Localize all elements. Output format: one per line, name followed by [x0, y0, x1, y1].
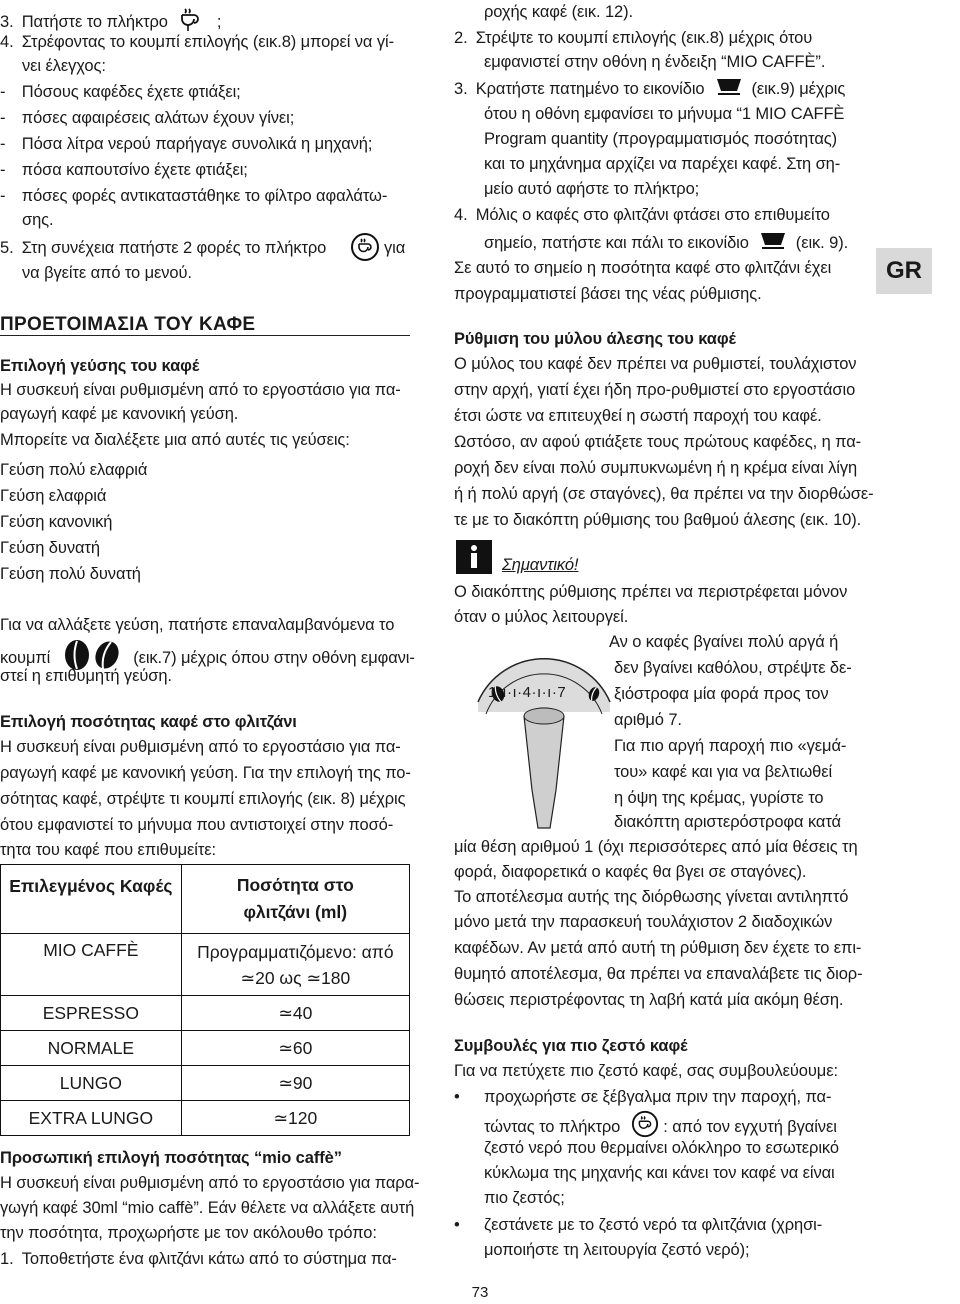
table-cell: NORMALE — [1, 1031, 182, 1066]
right-text: Program quantity (προγραμματισμός ποσότητας) — [484, 130, 838, 148]
change-text-a: κουμπί — [0, 648, 51, 667]
coffee-quantity-table — [0, 864, 410, 1136]
tips-text: κύκλωμα της μηχανής και κάνει τον καφέ να είναι — [484, 1164, 835, 1182]
tips-text: πιο ζεστός; — [484, 1189, 565, 1207]
table-cell: Προγραμματιζόμενο: από ≃20 ως ≃180 — [181, 934, 409, 996]
taste-option: Γεύση κανονική — [0, 513, 113, 531]
adjust-text: φορά, διαφορετικά ο καφές θα βγει σε σταγόνες). — [454, 863, 807, 881]
dial-scale-label: 1·ı·ı·4·ı·ı·7 — [488, 684, 567, 701]
qty-heading: Επιλογή ποσότητας καφέ στο φλιτζάνι — [0, 713, 297, 731]
adjust-text: θώσεις περιστρέφοντας τη λαβή κατά μία ακόμη θέση. — [454, 991, 844, 1009]
step-5-cont: να βγείτε από το μενού. — [22, 264, 192, 282]
adjust-text: μία θέση αριθμού 1 (όχι περισσότερες από μία θέσεις τη — [454, 838, 858, 856]
taste-text: Μπορείτε να διαλέξετε μια από αυτές τις γεύσεις: — [0, 431, 350, 449]
taste-heading: Επιλογή γεύσης του καφέ — [0, 357, 200, 375]
side-text: του» καφέ και για να βελτιωθεί — [614, 763, 833, 781]
step-5-text: 5. Στη συνέχεια πατήστε 2 φορές το πλήκτρο — [0, 239, 327, 257]
right-text: 4. Μόλις ο καφές στο φλιτζάνι φτάσει στο επιθυμείτο — [454, 206, 830, 224]
personal-text: γωγή καφέ 30ml “mio caffè”. Εάν θέλετε να αλλάξετε αυτή — [0, 1199, 415, 1217]
personal-text: Η συσκευή είναι ρυθμισμένη από το εργοστάσιο για παρα- — [0, 1174, 420, 1192]
personal-heading: Προσωπική επιλογή ποσότητας “mio caffè” — [0, 1149, 342, 1167]
adjust-text: θυμητό αποτέλεσμα, θα πρέπει να επαναλάβετε τις διορ- — [454, 965, 863, 983]
taste-option: Γεύση ελαφριά — [0, 487, 107, 505]
check-item: - πόσες φορές αντικαταστάθηκε το φίλτρο αφαλάτω- — [0, 187, 388, 205]
right-text: ότου η οθόνη εμφανίσει το μήνυμα “1 MIO CAFFÈ — [484, 105, 845, 123]
right-step-3-tail: (εικ.9) μέχρις — [751, 79, 846, 98]
personal-text: 1. Τοποθετήστε ένα φλιτζάνι κάτω από το σύστημα πα- — [0, 1250, 397, 1268]
right-text: 2. Στρέψτε το κουμπί επιλογής (εικ.8) μέχρις ότου — [454, 29, 813, 47]
important-label: Σημαντικό! — [502, 556, 579, 574]
right-step-4-tail: (εικ. 9). — [795, 233, 849, 252]
check-item: - Πόσα λίτρα νερού παρήγαγε συνολικά η μηχανή; — [0, 135, 373, 153]
taste-option: Γεύση πολύ ελαφριά — [0, 461, 148, 479]
right-text: Σε αυτό το σημείο η ποσότητα καφέ στο φλιτζάνι έχει — [454, 259, 832, 277]
section-rule — [0, 335, 410, 336]
adjust-text: Το αποτέλεσμα αυτής της διόρθωσης γίνεται αντιληπτό — [454, 888, 849, 906]
tips-text: μοποιήστε τη λειτουργία ζεστό νερό); — [484, 1241, 750, 1259]
taste-option: Γεύση πολύ δυνατή — [0, 565, 141, 583]
adjust-text: μόνο μετά την παρασκευή τουλάχιστον 2 διαδοχικών — [454, 913, 833, 931]
grinder-text: στην αρχή, γιατί έχει ήδη προ-ρυθμιστεί στο εργοστάσιο — [454, 381, 856, 399]
side-text: αριθμό 7. — [614, 711, 682, 729]
step-5 — [0, 236, 410, 260]
grinder-dial-illustration — [474, 640, 614, 832]
change-text: στεί η επιθυμητή γεύση. — [0, 667, 172, 685]
personal-text: την ποσότητα, προχωρήστε με τον ακόλουθο τρόπο: — [0, 1224, 377, 1242]
right-step-3 — [454, 76, 845, 103]
side-text: ξιόστροφα μία φορά προς τον — [614, 685, 829, 703]
step-4-cont: νει έλεγχος: — [22, 57, 106, 75]
cup-icon — [759, 230, 789, 257]
language-tab: GR — [876, 248, 932, 294]
cup-icon — [715, 76, 745, 103]
table-row — [1, 1066, 410, 1101]
taste-text: ραγωγή καφέ με κανονική γεύση. — [0, 405, 239, 423]
tips-text: ζεστό νερό που θερμαίνει ολόκληρο το εσωτερικό — [484, 1139, 839, 1157]
tips-text-a: τώντας το πλήκτρο — [484, 1117, 621, 1136]
table-cell: ≃90 — [181, 1066, 409, 1101]
table-cell: ≃40 — [181, 996, 409, 1031]
table-cell: ≃60 — [181, 1031, 409, 1066]
table-header-cell: Επιλεγμένος Καφές — [1, 865, 182, 934]
table-cell: ESPRESSO — [1, 996, 182, 1031]
table-row — [1, 1031, 410, 1066]
bullet: • — [454, 1216, 460, 1234]
change-text: Για να αλλάξετε γεύση, πατήστε επαναλαμβανόμενα το — [0, 616, 395, 634]
tips-text: προχωρήστε σε ξέβγαλμα πριν την παροχή, πα- — [484, 1088, 832, 1106]
adjust-text: καφέδων. Αν μετά από αυτή τη ρύθμιση δεν έχετε το επι- — [454, 939, 862, 957]
grinder-text: ροχή δεν είναι πολύ συμπυκνωμένη ή η κρέμα είναι λίγη — [454, 459, 858, 477]
step-3-text: 3. Πατήστε το πλήκτρο — [0, 12, 168, 31]
right-text: εμφανιστεί στην οθόνη η ένδειξη “MIO CAFFÈ”. — [484, 53, 826, 71]
grinder-text: έτσι ώστε να επιτευχθεί η σωστή παροχή του καφέ. — [454, 407, 822, 425]
step-3-tail: ; — [216, 12, 222, 31]
taste-option: Γεύση δυνατή — [0, 539, 100, 557]
check-item: - πόσες αφαιρέσεις αλάτων έχουν γίνει; — [0, 109, 295, 127]
side-text: Για πιο αργή παροχή πιο «γεμά- — [614, 737, 847, 755]
tips-text: Για να πετύχετε πιο ζεστό καφέ, σας συμβουλεύουμε: — [454, 1062, 838, 1080]
rinse-icon — [350, 232, 380, 269]
tips-heading: Συμβουλές για πιο ζεστό καφέ — [454, 1037, 688, 1055]
table-cell: ≃120 — [181, 1101, 409, 1136]
side-text: η όψη της κρέμας, γυρίστε το — [614, 789, 824, 807]
grinder-text: ή ή πολύ αργή (σε σταγόνες), θα πρέπει να την διορθώσε- — [454, 485, 874, 503]
check-item-cont: σης. — [22, 211, 54, 229]
qty-text: Η συσκευή είναι ρυθμισμένη από το εργοστάσιο για πα- — [0, 738, 401, 756]
tips-text: ζεστάνετε με το ζεστό νερό τα φλιτζάνια (χρησι- — [484, 1216, 823, 1234]
important-text: όταν ο μύλος λειτουργεί. — [454, 608, 629, 626]
table-header-row — [1, 865, 410, 934]
check-item: - πόσα καπουτσίνο έχετε φτιάξει; — [0, 161, 248, 179]
grinder-text: Ο μύλος του καφέ δεν πρέπει να ρυθμιστεί, τουλάχιστον — [454, 355, 857, 373]
change-text-b: (εικ.7) μέχρις όπου στην οθόνη εμφανι- — [133, 648, 415, 667]
right-text: και το μηχάνημα αρχίζει να παρέχει καφέ. Στη ση- — [484, 155, 841, 173]
bullet: • — [454, 1088, 460, 1106]
side-text: δεν βγαίνει καθόλου, στρέψτε δε- — [614, 659, 852, 677]
right-text: ροχής καφέ (εικ. 12). — [484, 3, 633, 21]
qty-text: σότητας καφέ, στρέψτε τι κουμπί επιλογής (εικ. 8) μέχρις — [0, 790, 406, 808]
taste-text: Η συσκευή είναι ρυθμισμένη από το εργοστάσιο για πα- — [0, 381, 401, 399]
info-icon — [456, 540, 492, 579]
page-number: 73 — [471, 1284, 489, 1301]
side-text: Αν ο καφές βγαίνει πολύ αργά ή — [609, 633, 839, 651]
right-text: μείο αυτό αφήστε το πλήκτρο; — [484, 180, 700, 198]
step-4: 4. Στρέφοντας το κουμπί επιλογής (εικ.8) μπορεί να γί- — [0, 33, 394, 51]
right-step-4-line — [484, 230, 848, 257]
table-cell: MIO CAFFÈ — [1, 934, 182, 996]
tips-text-b: : από τον εγχυτή βγαίνει — [663, 1117, 837, 1136]
side-text: διακόπτη αριστερόστροφα κατά — [614, 813, 841, 831]
table-row — [1, 934, 410, 996]
right-step-3-text: 3. Κρατήστε πατημένο το εικονίδιο — [454, 79, 705, 98]
qty-text: ραγωγή καφέ με κανονική γεύση. Για την επιλογή της πο- — [0, 764, 411, 782]
qty-text: τητα του καφέ που επιθυμείτε: — [0, 841, 217, 859]
qty-text: ότου εμφανιστεί το μήνυμα που αντιστοιχεί στην ποσό- — [0, 816, 394, 834]
important-text: Ο διακόπτης ρύθμισης πρέπει να περιστρέφεται μόνον — [454, 583, 848, 601]
right-step-4-text: σημείο, πατήστε και πάλι το εικονίδιο — [484, 233, 749, 252]
grinder-text: Ωστόσο, αν αφού φτιάξετε τους πρώτους καφέδες, η πα- — [454, 433, 862, 451]
grinder-heading: Ρύθμιση του μύλου άλεσης του καφέ — [454, 330, 736, 348]
check-item: - Πόσους καφέδες έχετε φτιάξει; — [0, 83, 241, 101]
table-row — [1, 1101, 410, 1136]
right-text: προγραμματιστεί βάσει της νέας ρύθμισης. — [454, 285, 762, 303]
table-header-cell: Ποσότητα στο φλιτζάνι (ml) — [181, 865, 409, 934]
table-cell: LUNGO — [1, 1066, 182, 1101]
grinder-text: τε με το διακόπτη ρύθμισης του βαθμού άλεσης (εικ. 10). — [454, 511, 862, 529]
table-row — [1, 996, 410, 1031]
table-cell: EXTRA LUNGO — [1, 1101, 182, 1136]
section-title: ΠΡΟΕΤΟΙΜΑΣΙΑ ΤΟΥ ΚΑΦΕ — [0, 314, 256, 335]
step-5-tail: για — [384, 239, 406, 257]
